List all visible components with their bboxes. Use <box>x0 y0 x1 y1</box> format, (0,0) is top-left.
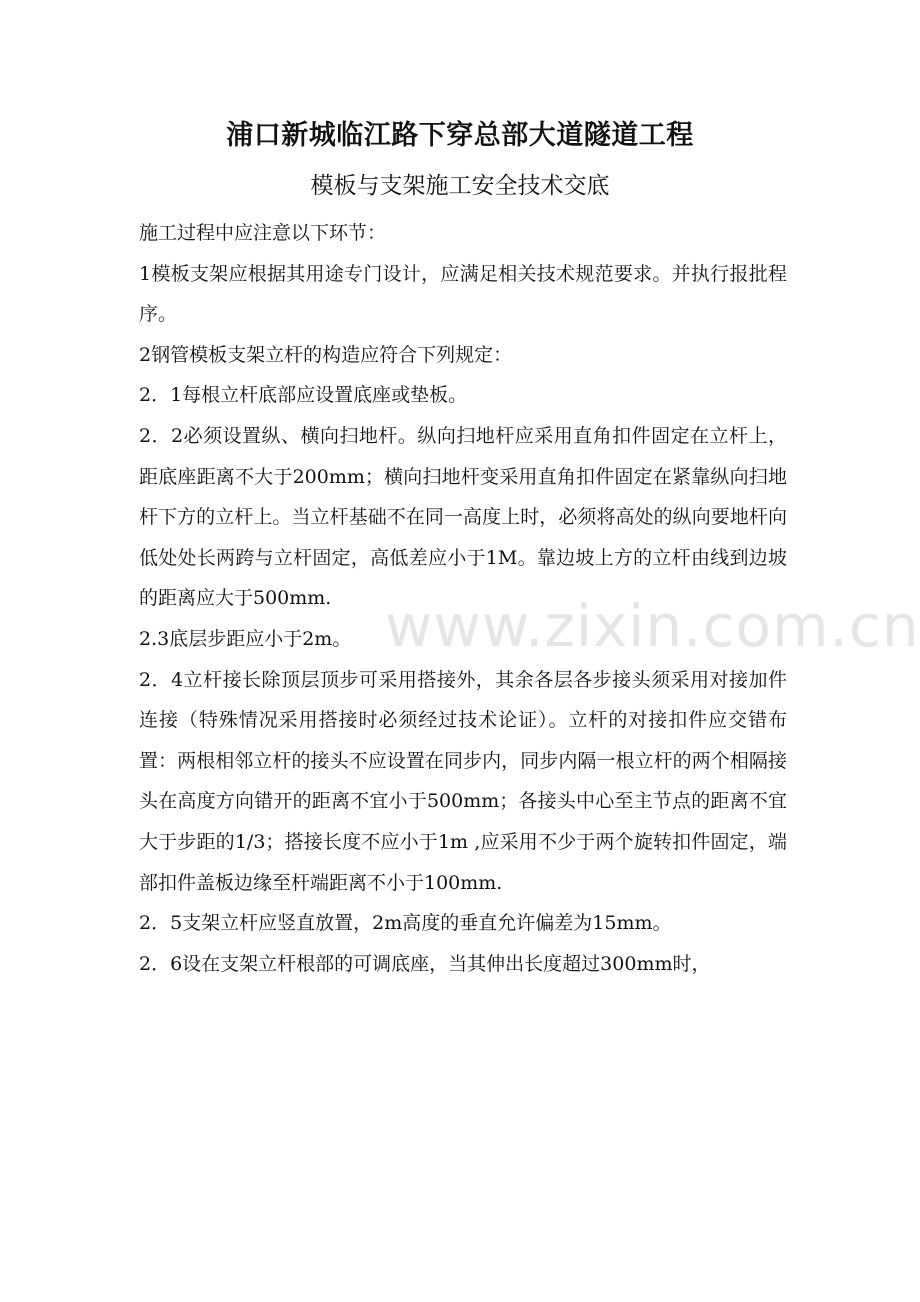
paragraph-1: 1模板支架应根据其用途专门设计，应满足相关技术规范要求。并执行报批程序。 <box>139 262 787 326</box>
paragraph-2: 2钢管模板支架立杆的构造应符合下列规定： <box>139 343 513 366</box>
paragraph-2-2: 2．2必须设置纵、横向扫地杆。纵向扫地杆应采用直角扣件固定在立杆上，距底座距离不大于200mm；横向扫地杆变采用直角扣件固定在紧靠纵向扫地杆下方的立杆上。当立杆基础不在同一高度上时，必须将高处的纵向要地杆向低处处长两跨与立杆固定，高低差应小于1M。靠边坡上方的立杆由线到边坡的距离应大于500mm. <box>139 424 787 610</box>
paragraph-2-5: 2．5支架立杆应竖直放置，2m高度的垂直允许偏差为15mm。 <box>139 912 672 935</box>
paragraph-intro: 施工过程中应注意以下环节： <box>139 222 387 244</box>
document-title: 浦口新城临江路下穿总部大道隧道工程 <box>226 120 694 151</box>
paragraph-2-3: 2.3底层步距应小于2m。 <box>139 627 352 650</box>
paragraph-2-1: 2．1每根立杆底部应设置底座或垫板。 <box>139 384 468 407</box>
paragraph-2-6: 2．6设在支架立杆根部的可调底座，当其伸出长度超过300mm时， <box>139 952 711 975</box>
watermark: www.zixin.com.cn <box>385 592 920 660</box>
document-subtitle: 模板与支架施工安全技术交底 <box>310 173 610 199</box>
paragraph-2-4: 2．4立杆接长除顶层顶步可采用搭接外，其余各层各步接头须采用对接加件连接（特殊情况采用搭接时必须经过技术论证）。立杆的对接扣件应交错布置：两根相邻立杆的接头不应设置在同步内，同步内隔一根立杆的两个相隔接头在高度方向错开的距离不宜小于500mm；各接头中心至主节点的距离不宜大于步距的1/3；搭接长度不应小于1m ,应采用不少于两个旋转扣件固定，端部扣件盖板边缘至杆端距离不小于100mm. <box>139 668 787 894</box>
document-body <box>139 213 787 984</box>
